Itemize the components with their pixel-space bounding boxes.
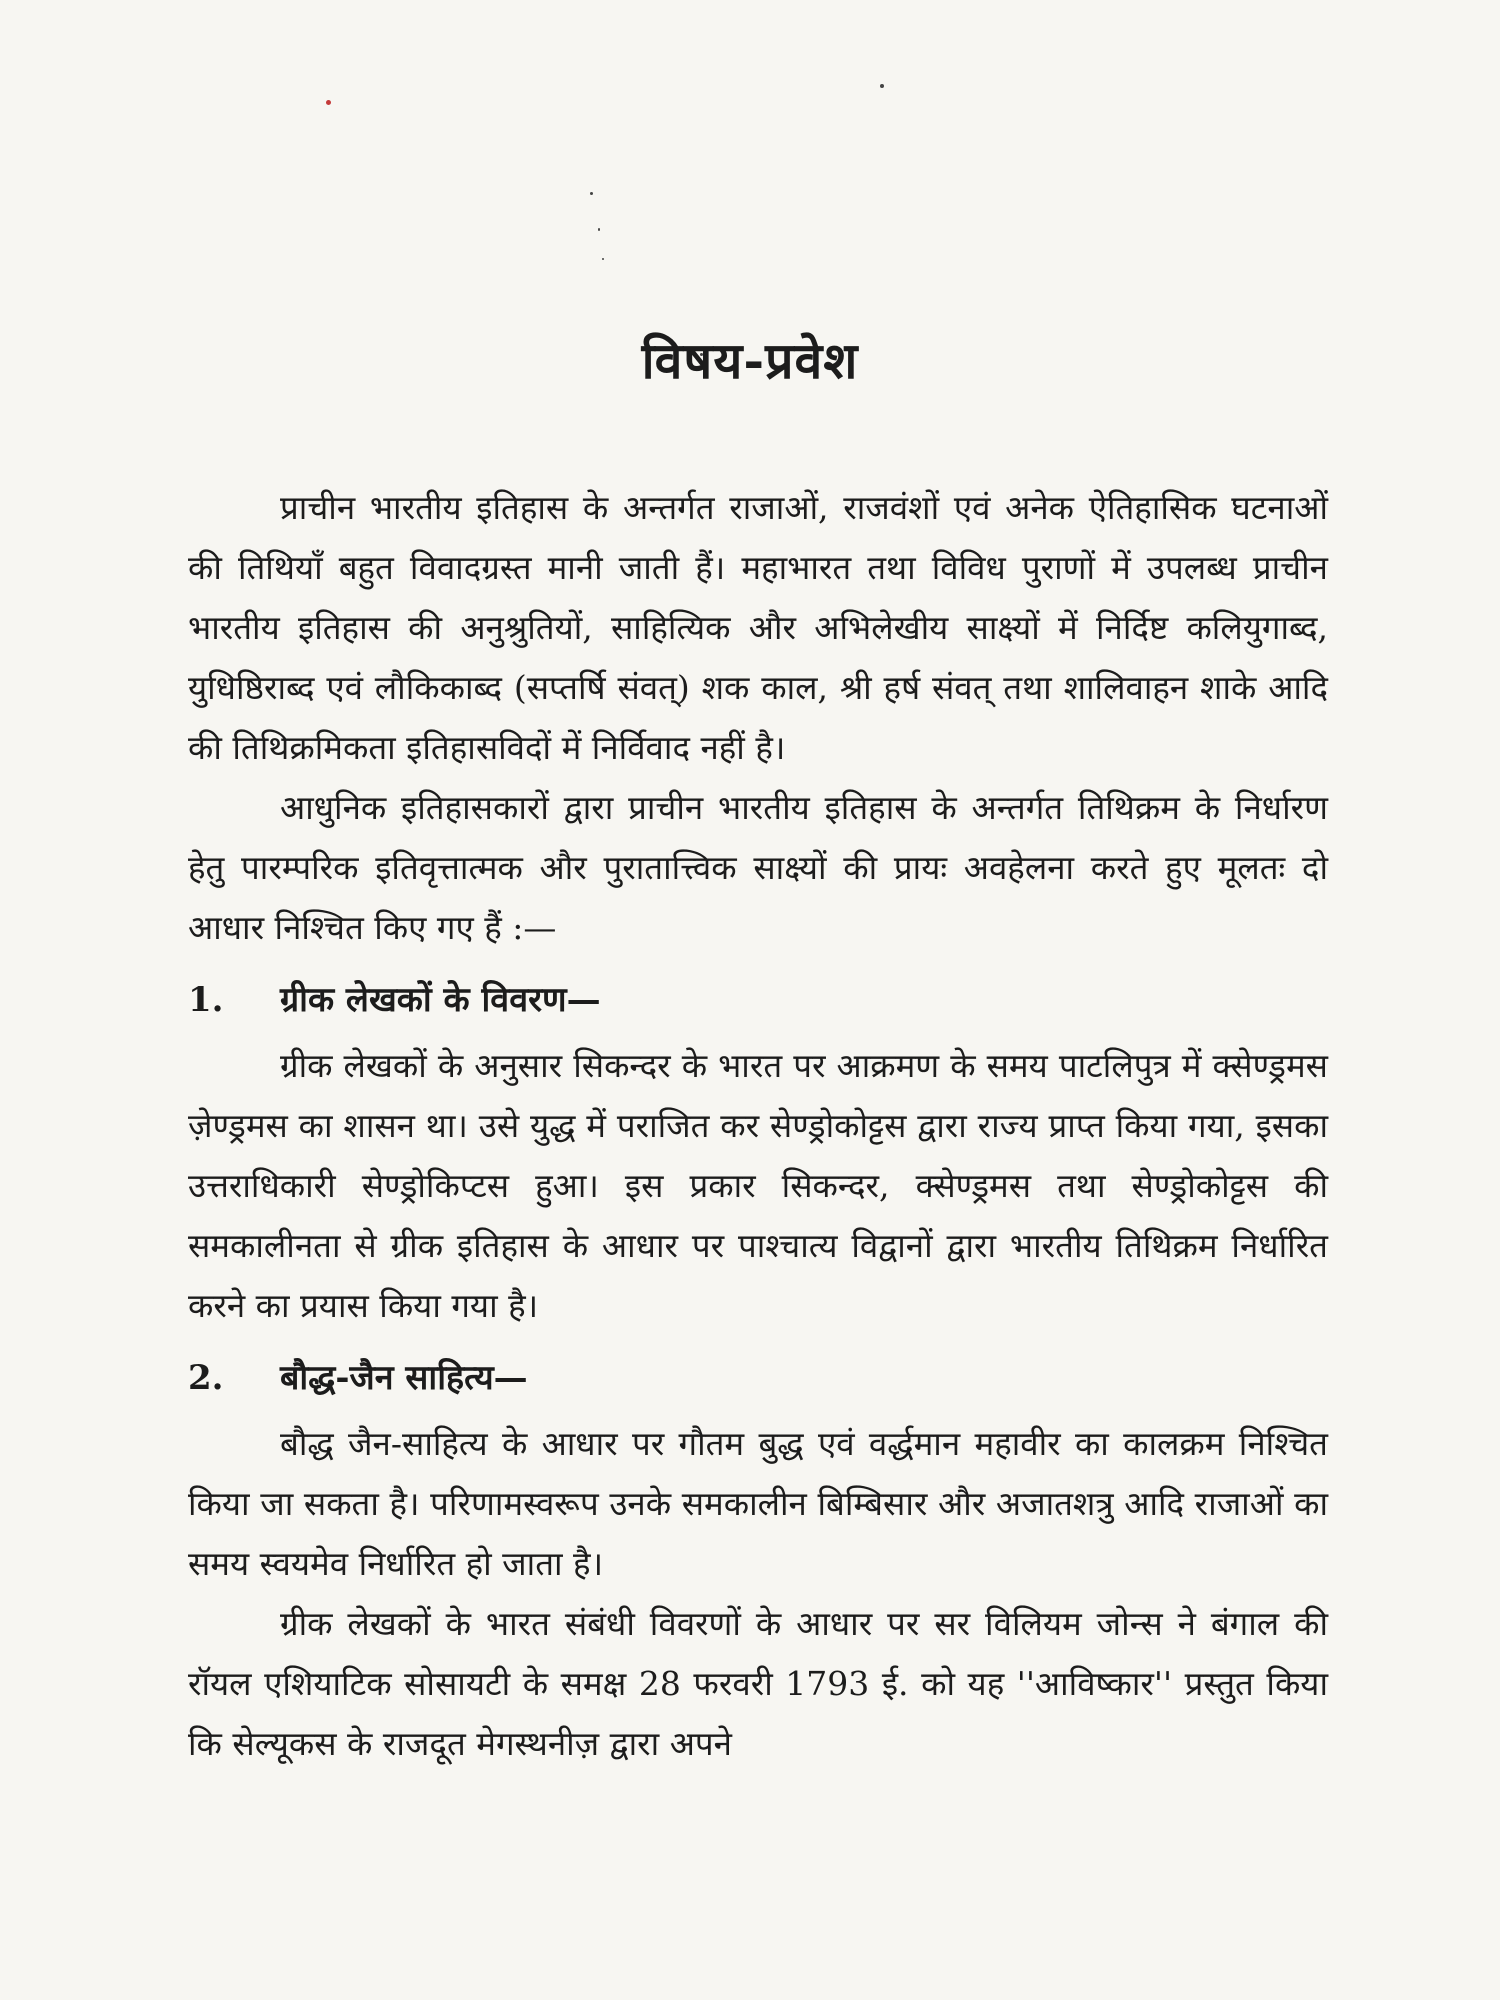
section-number: 2. (188, 1358, 224, 1398)
body-text (188, 478, 1328, 1774)
section-title: बौद्ध-जैन साहित्य— (280, 1358, 528, 1398)
section-title: ग्रीक लेखकों के विवरण— (280, 980, 601, 1020)
ink-speck (326, 100, 331, 105)
paragraph-intro: प्राचीन भारतीय इतिहास के अन्तर्गत राजाओं, राजवंशों एवं अनेक ऐतिहासिक घटनाओं की तिथियाँ बहुत विवादग्रस्त मानी जाती हैं। महाभारत तथा विविध पुराणों में उपलब्ध प्राचीन भारतीय इतिहास की अनुश्रुतियों, साहित्यिक और अभिलेखीय साक्ष्यों में निर्दिष्ट कलियुगाब्द, युधिष्ठिराब्द एवं लौकिकाब्द (सप्तर्षि संवत्) शक काल, श्री हर्ष संवत् तथा शालिवाहन शाके आदि की तिथिक्रमिकता इतिहासविदों में निर्विवाद नहीं है। (188, 488, 1328, 767)
section-heading-buddhist-jain (188, 1348, 1328, 1408)
section-number: 1. (188, 980, 224, 1020)
ink-speck (880, 84, 884, 88)
paragraph-greek-authors: ग्रीक लेखकों के अनुसार सिकन्दर के भारत पर आक्रमण के समय पाटलिपुत्र में क्सेण्ड्रमस ज़ेण्ड्रमस का शासन था। उसे युद्ध में पराजित कर सेण्ड्रोकोट्टस द्वारा राज्य प्राप्त किया गया, इसका उत्तराधिकारी सेण्ड्रोकिप्टस हुआ। इस प्रकार सिकन्दर, क्सेण्ड्रमस तथा सेण्ड्रोकोट्टस की समकालीनता से ग्रीक इतिहास के आधार पर पाश्चात्य विद्वानों द्वारा भारतीय तिथिक्रम निर्धारित करने का प्रयास किया गया है। (188, 1046, 1328, 1325)
paragraph-buddhist-jain: बौद्ध जैन-साहित्य के आधार पर गौतम बुद्ध एवं वर्द्धमान महावीर का कालक्रम निश्चित किया जा सकता है। परिणामस्वरूप उनके समकालीन बिम्बिसार और अजातशत्रु आदि राजाओं का समय स्वयमेव निर्धारित हो जाता है। (188, 1424, 1328, 1583)
ink-speck (598, 228, 600, 231)
ink-speck (602, 258, 604, 260)
page-title: विषय-प्रवेश (641, 331, 859, 390)
paragraph-modern-historians: आधुनिक इतिहासकारों द्वारा प्राचीन भारतीय इतिहास के अन्तर्गत तिथिक्रम के निर्धारण हेतु पारम्परिक इतिवृत्तात्मक और पुरातात्त्विक साक्ष्यों की प्रायः अवहेलना करते हुए मूलतः दो आधार निश्चित किए गए हैं :— (188, 788, 1328, 947)
ink-speck (590, 192, 593, 195)
section-heading-greek-authors (188, 970, 1328, 1030)
paragraph-william-jones: ग्रीक लेखकों के भारत संबंधी विवरणों के आधार पर सर विलियम जोन्स ने बंगाल की रॉयल एशियाटिक सोसायटी के समक्ष 28 फरवरी 1793 ई. को यह ''आविष्कार'' प्रस्तुत किया कि सेल्यूकस के राजदूत मेगस्थनीज़ द्वारा अपने (188, 1604, 1328, 1763)
